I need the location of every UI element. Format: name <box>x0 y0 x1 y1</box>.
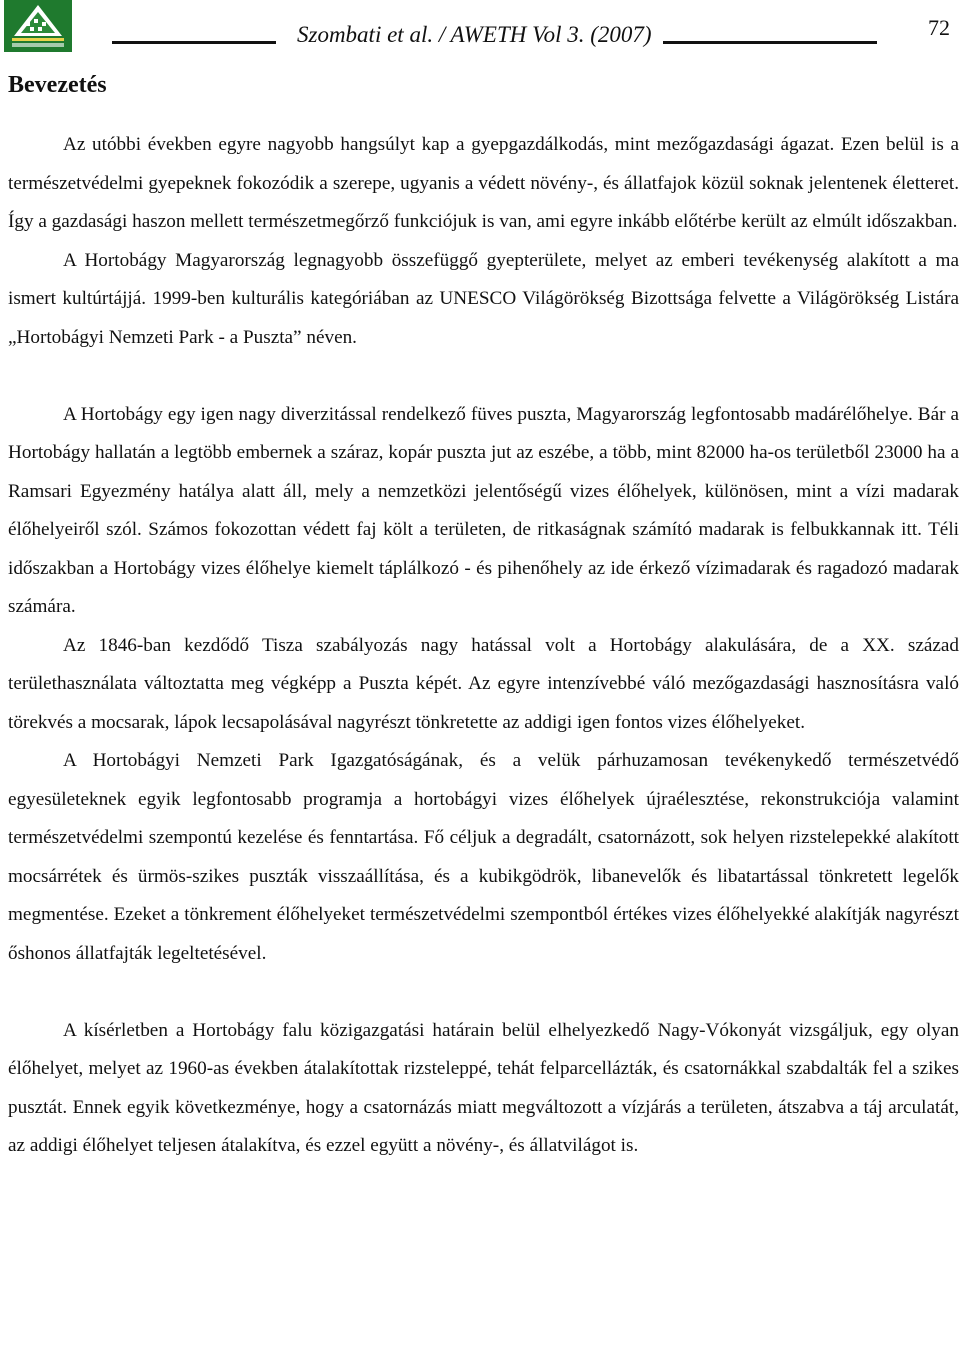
running-title: Szombati et al. / AWETH Vol 3. (2007) <box>297 22 652 47</box>
page-number: 72 <box>928 15 950 40</box>
paragraph-gap <box>8 973 959 1012</box>
paragraph: A Hortobágy Magyarország legnagyobb összefüggő gyepterülete, melyet az emberi tevékenység alakított a ma ismert kultúrtájjá. 1999-ben kulturális kategóriában az UNESCO Világörökség Bizottsága felvette a Világörökség Listára „Hortobágyi Nemzeti Park - a Puszta” néven. <box>8 249 959 348</box>
header-rule-right <box>663 41 877 44</box>
body-text <box>8 126 959 1166</box>
paragraph: A kísérletben a Hortobágy falu közigazgatási határain belül elhelyezkedő Nagy-Vókonyát vizsgáljuk, egy olyan élőhelyet, melyet az 1960-as években átalakítottak rizsteleppé, tehát felparcellázták, és csatornákkal szabdalták fel a szikes pusztát. Ennek egyik következménye, hogy a csatornázás miatt megváltozott a vízjárás a területen, átszabva a táj arculatát, az addigi élőhelyet teljesen átalakítva, és ezzel együtt a növény-, és állatvilágot is. <box>8 1019 959 1156</box>
header-rule-left <box>112 41 276 44</box>
paragraph: A Hortobágyi Nemzeti Park Igazgatóságának, és a velük párhuzamosan tevékenykedő természetvédő egyesületeknek egyik legfontosabb programja a hortobágyi vizes élőhelyek újraélesztése, rekonstrukciója valamint természetvédelmi szempontú kezelése és fenntartása. Fő céljuk a degradált, csatornázott, sok helyen rizstelepekké alakított mocsárrétek és ürmös-szikes puszták visszaállítása, és a kubikgödrök, libanevelők és libatartással tönkretett legelők megmentése. Ezeket a tönkrement élőhelyeket természetvédelmi szempontból értékes vizes élőhelyekké alakítják nagyrészt őshonos állatfajták legeltetésével. <box>8 750 959 964</box>
section-heading: Bevezetés <box>8 72 107 98</box>
paragraph-gap <box>8 357 959 396</box>
paragraph: A Hortobágy egy igen nagy diverzitással rendelkező füves puszta, Magyarország legfontosabb madárélőhelye. Bár a Hortobágy hallatán a legtöbb embernek a száraz, kopár puszta jut az eszébe, a több, mint 82000 ha-os területből 23000 ha a Ramsari Egyezmény hatálya alatt áll, mely a nemzetközi jelentőségű vizes élőhelyek, különösen, mint a vízi madarak élőhelyeiről szól. Számos fokozottan védett faj költ a területen, de ritkaságnak számító madarak is felbukkannak itt. Téli időszakban a Hortobágy vizes élőhelye kiemelt táplálkozó - és pihenőhely az ide érkező vízimadarak és ragadozó madarak számára. <box>8 403 959 617</box>
journal-logo-icon <box>4 0 72 52</box>
paragraph: Az utóbbi években egyre nagyobb hangsúlyt kap a gyepgazdálkodás, mint mezőgazdasági ágazat. Ezen belül is a természetvédelmi gyepeknek fokozódik a szerepe, ugyanis a védett növény-, és állatfajok közül soknak jelentenek életteret. Így a gazdasági haszon mellett természetmegőrző funkciójuk is van, ami egyre inkább előtérbe került az elmúlt időszakban. <box>8 134 959 232</box>
paragraph: Az 1846-ban kezdődő Tisza szabályozás nagy hatással volt a Hortobágy alakulására, de a XX. század területhasználata változtatta meg végképp a Puszta képét. Az egyre intenzívebbé váló mezőgazdasági hasznosításra való törekvés a mocsarak, lápok lecsapolásával nagyrészt tönkretette az addigi igen fontos vizes élőhelyeket. <box>8 634 959 733</box>
